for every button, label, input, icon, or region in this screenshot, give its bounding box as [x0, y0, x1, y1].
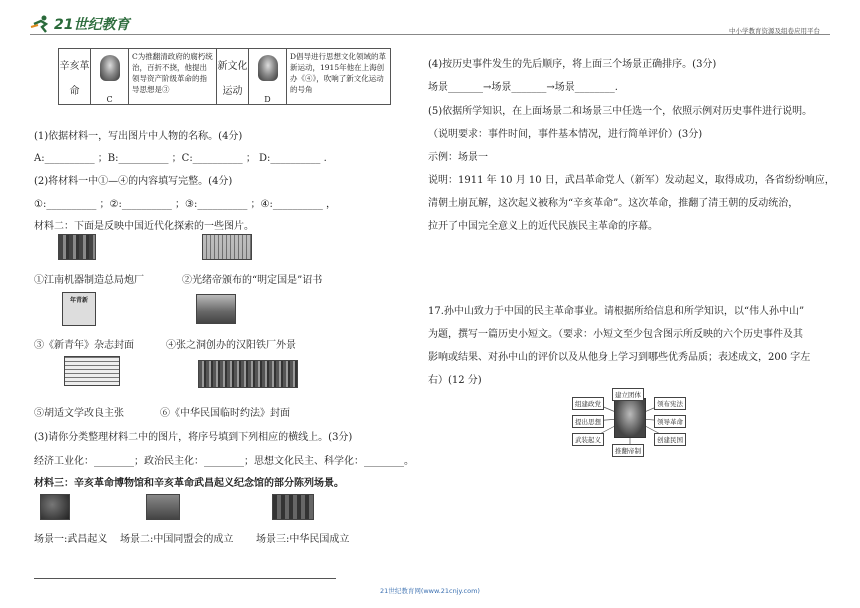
- portrait-label: C: [106, 95, 113, 104]
- platform-name: 中小学教育资源及组卷应用平台: [729, 27, 820, 35]
- question-17: 影响或结果、对孙中山的评价以及从他身上学习到哪些优秀品质；表述成文，200 字左: [428, 352, 811, 363]
- portrait-d: [249, 49, 287, 105]
- mind-node: 推翻帝制: [612, 444, 644, 457]
- portrait-c: [91, 49, 129, 105]
- question-2: (2)将材料一中①—④的内容填写完整。(4分): [34, 176, 233, 187]
- image-caption: ②光绪帝颁布的“明定国是”诏书: [182, 275, 323, 286]
- site-logo: [30, 14, 129, 34]
- image-caption: ③《新青年》杂志封面: [34, 340, 134, 351]
- table-cell-description: D倡导进行思想文化领域的革新运动，1915年他在上海创办《④》，吹响了新文化运动的号角: [287, 49, 391, 105]
- photo-edict: [202, 234, 252, 260]
- image-caption: ⑥《中华民国临时约法》封面: [160, 408, 290, 419]
- question-17: 为题，撰写一篇历史小短文。（要求：小短文至少包含图示所反映的六个历史事件及其: [428, 329, 803, 340]
- question-2-blanks: ①:__________ ；②:__________ ；③:__________ ；④:__________ ，: [34, 199, 337, 210]
- sun-yat-sen-mind-map: [572, 384, 688, 456]
- question-17: 右）(12 分): [428, 375, 482, 386]
- photo-scene-1: [40, 494, 70, 520]
- question-3: (3)请你分类整理材料二中的图片，将序号填到下列相应的横线上。(3分): [34, 432, 353, 443]
- question-3-blanks: 经济工业化：________；政治民主化：________；思想文化民主、科学化：________。: [34, 456, 414, 467]
- mind-node: 创建民国: [654, 433, 686, 446]
- image-caption: ①江南机器制造总局炮厂: [34, 275, 144, 286]
- photo-literary-reform: [64, 356, 120, 386]
- mind-node: 提出思想: [572, 415, 604, 428]
- magazine-title: 年青新: [69, 297, 88, 304]
- portrait-photo: [258, 55, 278, 81]
- table-cell-heading: 辛亥革命: [59, 49, 91, 105]
- example-text: 清朝土崩瓦解，这次起义被称为“辛亥革命”。这次革命，推翻了清王朝的反动统治，: [428, 198, 799, 209]
- image-caption: ⑤胡适文学改良主张: [34, 408, 124, 419]
- material1-table: [58, 48, 391, 105]
- material-2-intro: 材料二：下面是反映中国近代化探索的一些图片。: [34, 221, 254, 232]
- scene-caption: 场景一:武昌起义: [34, 534, 108, 545]
- photo-magazine-cover: [62, 292, 96, 326]
- example-heading: 示例：场景一: [428, 152, 488, 163]
- question-5: (5)依据所学知识，在上面场景二和场景三中任选一个，依照示例对历史事件进行说明。: [428, 106, 813, 117]
- portrait-photo: [100, 55, 120, 81]
- mind-node: 武装起义: [572, 433, 604, 446]
- mind-node: 组建政党: [572, 397, 604, 410]
- question-17: 17.孙中山致力于中国的民主革命事业。请根据所给信息和所学知识，以“伟人孙中山”: [428, 306, 805, 317]
- example-text: 拉开了中国完全意义上的近代民族民主革命的序幕。: [428, 221, 658, 232]
- example-text: 说明：1911 年 10 月 10 日，武昌革命党人（新军）发动起义，取得成功，各省纷纷响应，: [428, 175, 835, 186]
- sun-yat-sen-portrait: [614, 398, 646, 438]
- logo-text: 21世纪教育: [54, 17, 130, 33]
- photo-ironworks: [196, 294, 236, 324]
- scene-caption: 场景三:中华民国成立: [256, 534, 350, 545]
- question-5-requirements: （说明要求：事件时间，事件基本情况，进行简单评价）(3分): [428, 129, 703, 140]
- mind-node: 领导革命: [654, 415, 686, 428]
- image-caption: ④张之洞创办的汉阳铁厂外景: [166, 340, 296, 351]
- table-cell-description: C为推翻清政府的腐朽统治，百折不挠，他提出领导资产阶级革命的指导思想是③: [129, 49, 217, 105]
- photo-scene-3: [272, 494, 314, 520]
- photo-scene-2: [146, 494, 180, 520]
- photo-provisional-constitution: [198, 360, 298, 388]
- mind-node: 建立团体: [612, 388, 644, 401]
- question-1-blanks: A:__________ ；B:__________ ；C:__________ ； D:__________ .: [34, 153, 327, 164]
- footer-divider: [34, 578, 336, 579]
- question-1: (1)依据材料一，写出图片中人物的名称。(4分): [34, 131, 243, 142]
- question-4: (4)按历史事件发生的先后顺序，将上面三个场景正确排序。(3分): [428, 59, 717, 70]
- question-4-blanks: 场景_______→场景_______→场景________.: [428, 82, 618, 93]
- photo-arsenal: [58, 234, 96, 260]
- mind-node: 领布宪法: [654, 397, 686, 410]
- runner-logo-icon: [30, 15, 52, 33]
- portrait-label: D: [264, 95, 271, 104]
- scene-caption: 场景二:中国同盟会的成立: [120, 534, 234, 545]
- material-3-intro: 材料三：辛亥革命博物馆和辛亥革命武昌起义纪念馆的部分陈列场景。: [34, 478, 344, 489]
- table-cell-heading: 新文化运动: [217, 49, 249, 105]
- footer-text: 21世纪教育网(www.21cnjy.com): [380, 587, 480, 595]
- header-divider: [30, 34, 830, 35]
